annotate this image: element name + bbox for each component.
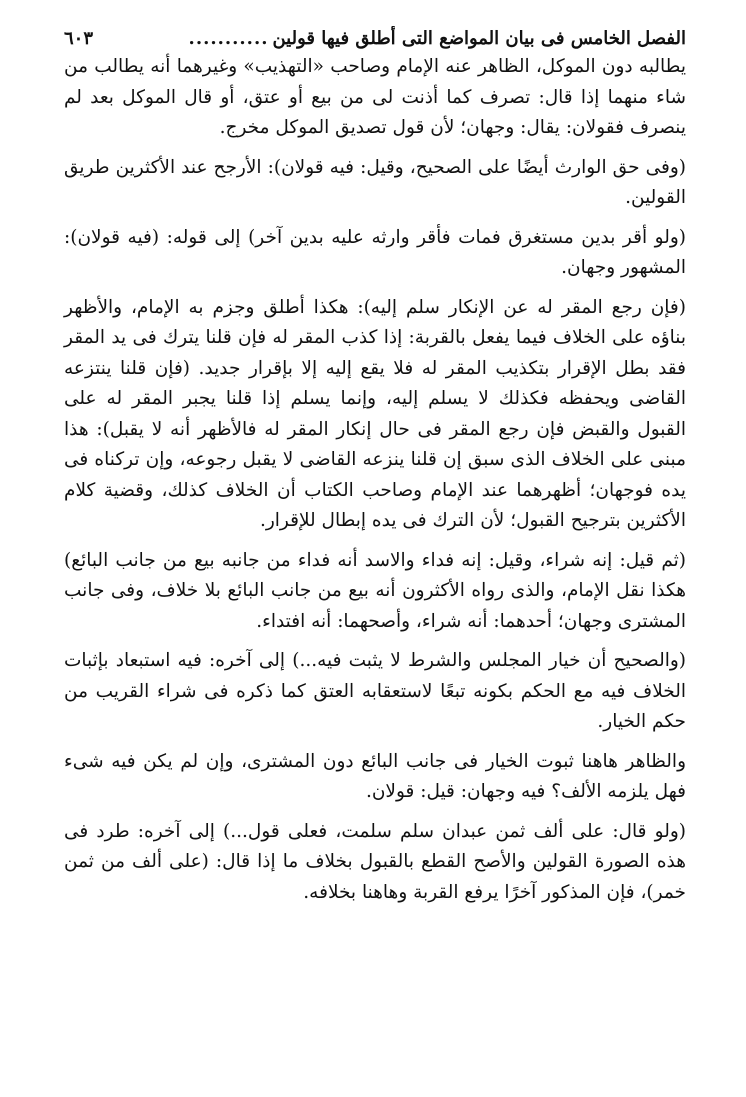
chapter-title: الفصل الخامس فى بيان المواضع التى أطلق فيها قولين [272, 28, 686, 49]
paragraph-2: (وفى حق الوارث أيضًا على الصحيح، وقيل: فيه قولان): الأرجح عند الأكثرين طريق القولين. [64, 156, 686, 208]
paragraph-1: يطالبه دون الموكل، الظاهر عنه الإمام وصاحب «التهذيب» وغيرهما أنه يطالب من شاء منهما إذا قال: تصرف كما أذنت لى من بيع أو عتق، أو قال الموكل بعد لم ينصرف فقولان: يقال: وجهان؛ لأن قول تصديق الموكل مخرج. [64, 56, 686, 138]
paragraph-8: (ولو قال: على ألف ثمن عبدان سلم سلمت، فعلى قول...) إلى آخره: طرد فى هذه الصورة القولين والأصح القطع بالقبول بخلاف ما إذا قال: (على ألف من ثمن خمر)، فإن المذكور آخرًا يرفع القربة وهاهنا بخلافه. [64, 820, 686, 903]
paragraph-3: (ولو أقر بدين مستغرق فمات فأقر وارثه عليه بدين آخر) إلى قوله: (فيه قولان): المشهور وجهان. [64, 226, 686, 278]
book-page [64, 26, 686, 908]
paragraph-7: والظاهر هاهنا ثبوت الخيار فى جانب البائع دون المشترى، وإن لم يكن فيه شىء فهل يلزمه الألف؟ فيه وجهان: قيل: قولان. [64, 750, 686, 802]
page-number: ٦٠٣ [64, 28, 94, 49]
running-header [64, 26, 686, 52]
paragraph-4: (فإن رجع المقر له عن الإنكار سلم إليه): هكذا أطلق وجزم به الإمام، والأظهر بناؤه على الخلاف فيما يفعل بالقربة: إذا كذب المقر له فإن قلنا يترك فى يد المقر فقد بطل الإقرار بتكذيب المقر له فلا يقع إليه إلا بإقرار جديد. (فإن قلنا ينتزعه القاضى ويحفظه فكذلك لا يسلم إليه، وإنما يسلم إذا قلنا يجبر المقر له على القبول والقبض فإن رجع المقر فى حال إنكار المقر له فالأظهر أنه لا يقبل): هذا مبنى على الخلاف الذى سبق إن قلنا ينزعه القاضى لا يقبل رجوعه، وإن تركناه فى يده فوجهان؛ أظهرهما عند الإمام وصاحب الكتاب أن الخلاف كذلك، وقضية كلام الأكثرين بترجيح القبول؛ لأن الترك فى يده إبطال للإقرار. [64, 296, 686, 531]
paragraph-6: (والصحيح أن خيار المجلس والشرط لا يثبت فيه...) إلى آخره: فيه استبعاد بإثبات الخلاف فيه مع الحكم بكونه تبعًا لاستعقابه العتق كما ذكره فى شراء القريب من حكم الخيار. [64, 650, 686, 732]
leader-dots: ........... [188, 28, 269, 49]
paragraph-5: (ثم قيل: إنه شراء، وقيل: إنه فداء والاسد أنه فداء من جانبه بيع من جانب البائع) هكذا نقل الإمام، والذى رواه الأكثرون أنه بيع من جانب البائع بلا خلاف، وفى جانب المشترى وجهان؛ أحدهما: أنه شراء، وأصحهما: أنه افتداء. [64, 549, 686, 632]
